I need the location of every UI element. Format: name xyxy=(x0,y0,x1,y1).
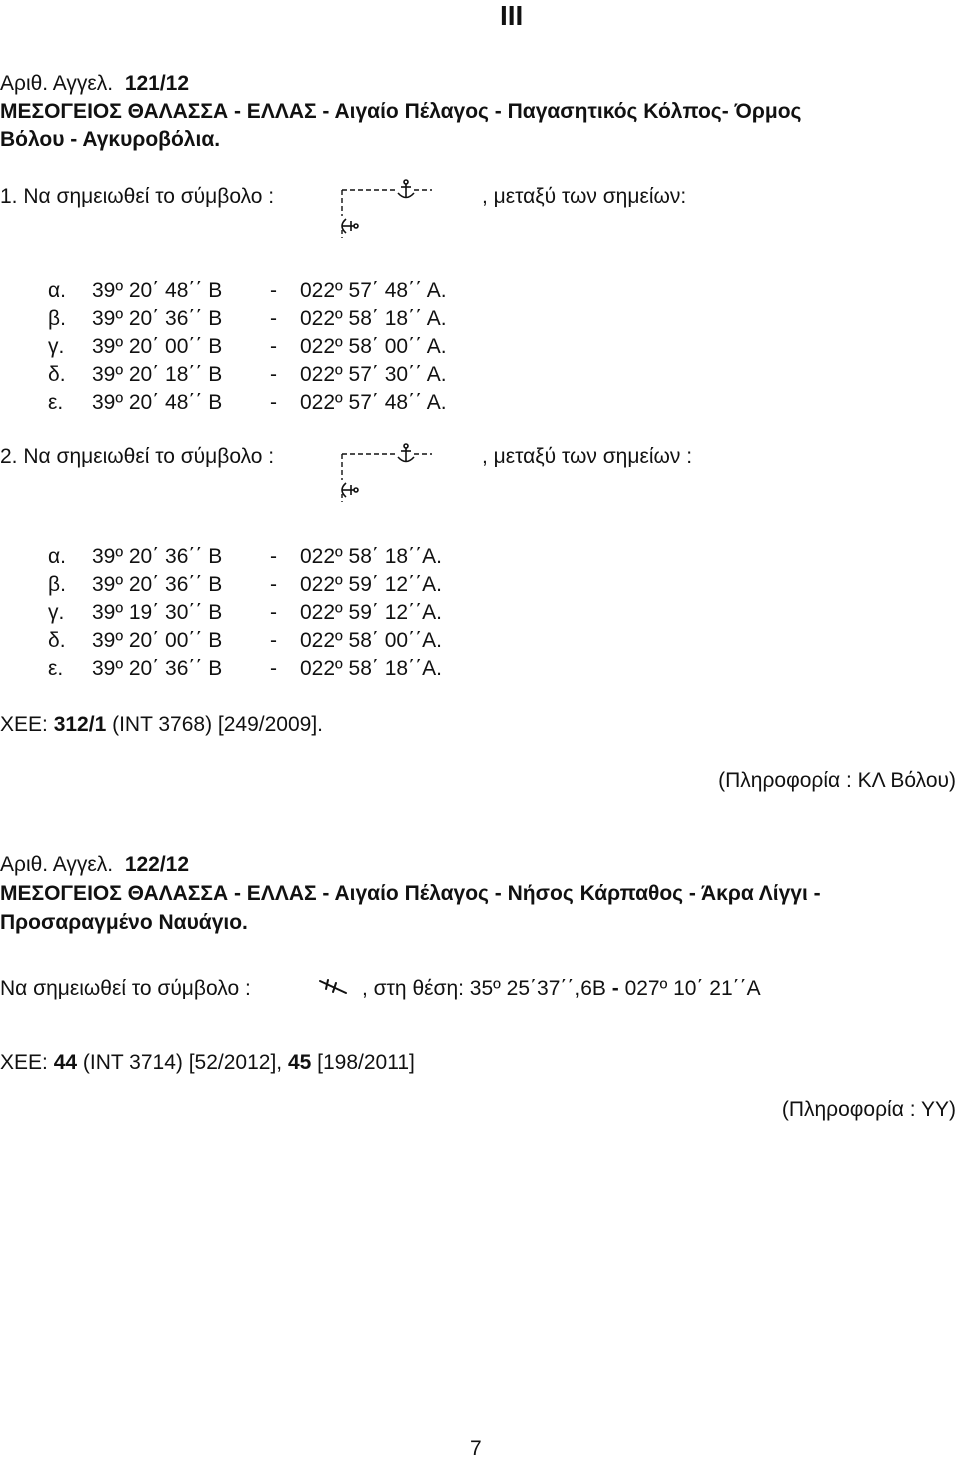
point-dash: - xyxy=(270,391,277,414)
wreck-position xyxy=(362,976,761,1002)
chart-ref-mid: (INT 3714) [52/2012], xyxy=(77,1051,288,1074)
point-lat: 39º 20΄ 00΄΄ Β xyxy=(92,629,223,652)
anchorage-area-icon xyxy=(334,442,434,504)
point-dash: - xyxy=(270,601,277,624)
point-lat: 39º 20΄ 48΄΄ Β xyxy=(92,391,223,414)
point-lon: 022º 57΄ 48΄΄ Α. xyxy=(300,279,447,302)
chart-ref-rest: (INT 3768) [249/2009]. xyxy=(106,713,324,736)
point-dash: - xyxy=(270,279,277,302)
point-dash: - xyxy=(270,335,277,358)
point-lon: 022º 58΄ 00΄΄ Α. xyxy=(300,335,447,358)
point-lat: 39º 19΄ 30΄΄ Β xyxy=(92,601,223,624)
item2-tail: , μεταξύ των σημείων : xyxy=(482,445,693,468)
point-lat: 39º 20΄ 18΄΄ Β xyxy=(92,363,223,386)
anchorage-area-icon xyxy=(334,178,434,240)
stranded-wreck-icon xyxy=(318,978,350,998)
notice-title-line2: Βόλου - Αγκυροβόλια. xyxy=(0,128,221,151)
point-letter: δ. xyxy=(48,363,66,386)
point-lon: 022º 58΄ 00΄΄Α. xyxy=(300,629,442,652)
notice-title-line1: ΜΕΣΟΓΕΙΟΣ ΘΑΛΑΣΣΑ - ΕΛΛΑΣ - Αιγαίο Πέλαγος - Παγασητικός Κόλπος- Όρμος xyxy=(0,100,802,123)
point-lon: 022º 57΄ 48΄΄ Α. xyxy=(300,391,447,414)
notice-title-line1: ΜΕΣΟΓΕΙΟΣ ΘΑΛΑΣΣΑ - ΕΛΛΑΣ - Αιγαίο Πέλαγος - Νήσος Κάρπαθος - Άκρα Λίγγι - xyxy=(0,882,821,905)
point-lon: 022º 58΄ 18΄΄Α. xyxy=(300,657,442,680)
position-dash: - xyxy=(605,977,625,1000)
chart-number: 44 xyxy=(53,1051,78,1074)
section-roman-numeral: III xyxy=(500,0,524,31)
notice-number-line xyxy=(0,71,189,97)
chart-references xyxy=(0,712,323,738)
point-lon: 022º 58΄ 18΄΄ Α. xyxy=(300,307,447,330)
point-letter: β. xyxy=(48,573,66,596)
point-lon: 022º 58΄ 18΄΄Α. xyxy=(300,545,442,568)
point-lat: 39º 20΄ 36΄΄ Β xyxy=(92,307,223,330)
point-letter: γ. xyxy=(48,601,65,624)
point-letter: ε. xyxy=(48,391,64,414)
notice-number-label: Αριθ. Αγγελ. xyxy=(0,853,114,876)
info-source: (Πληροφορία : ΚΛ Βόλου) xyxy=(718,769,956,792)
point-letter: α. xyxy=(48,279,66,302)
position-lon: 027º 10΄ 21΄΄Α xyxy=(624,977,761,1000)
chart-ref-rest: [198/2011] xyxy=(311,1051,415,1074)
point-lon: 022º 59΄ 12΄΄Α. xyxy=(300,601,442,624)
point-lat: 39º 20΄ 48΄΄ Β xyxy=(92,279,223,302)
point-lon: 022º 57΄ 30΄΄ Α. xyxy=(300,363,447,386)
point-dash: - xyxy=(270,363,277,386)
notice-title-line2: Προσαραγμένο Ναυάγιο. xyxy=(0,911,248,934)
position-label: , στη θέση: xyxy=(362,977,470,1000)
point-letter: γ. xyxy=(48,335,65,358)
item2-lead: 2. Να σημειωθεί το σύμβολο : xyxy=(0,445,275,468)
point-letter: ε. xyxy=(48,657,64,680)
point-dash: - xyxy=(270,657,277,680)
chart-references xyxy=(0,1050,415,1076)
point-lon: 022º 59΄ 12΄΄Α. xyxy=(300,573,442,596)
chart-number: 312/1 xyxy=(53,713,107,736)
point-dash: - xyxy=(270,307,277,330)
notice-number-line xyxy=(0,852,189,878)
point-letter: δ. xyxy=(48,629,66,652)
point-lat: 39º 20΄ 00΄΄ Β xyxy=(92,335,223,358)
chart-ref-label: ΧΕΕ: xyxy=(0,1051,54,1074)
position-lat: 35º 25΄37΄΄,6Β xyxy=(469,977,606,1000)
point-dash: - xyxy=(270,629,277,652)
point-lat: 39º 20΄ 36΄΄ Β xyxy=(92,573,223,596)
notice-number: 122/12 xyxy=(124,853,190,876)
item1-tail: , μεταξύ των σημείων: xyxy=(482,185,687,208)
item1-lead: 1. Να σημειωθεί το σύμβολο : xyxy=(0,185,275,208)
point-dash: - xyxy=(270,545,277,568)
info-source: (Πληροφορία : ΥΥ) xyxy=(781,1098,956,1121)
point-lat: 39º 20΄ 36΄΄ Β xyxy=(92,545,223,568)
wreck-lead: Να σημειωθεί το σύμβολο : xyxy=(0,977,251,1000)
page-number: 7 xyxy=(470,1437,482,1460)
point-dash: - xyxy=(270,573,277,596)
notice-number: 121/12 xyxy=(124,72,190,95)
chart-ref-label: ΧΕΕ: xyxy=(0,713,48,736)
chart-number: 45 xyxy=(287,1051,312,1074)
notice-number-label: Αριθ. Αγγελ. xyxy=(0,72,114,95)
point-lat: 39º 20΄ 36΄΄ Β xyxy=(92,657,223,680)
point-letter: β. xyxy=(48,307,66,330)
point-letter: α. xyxy=(48,545,66,568)
